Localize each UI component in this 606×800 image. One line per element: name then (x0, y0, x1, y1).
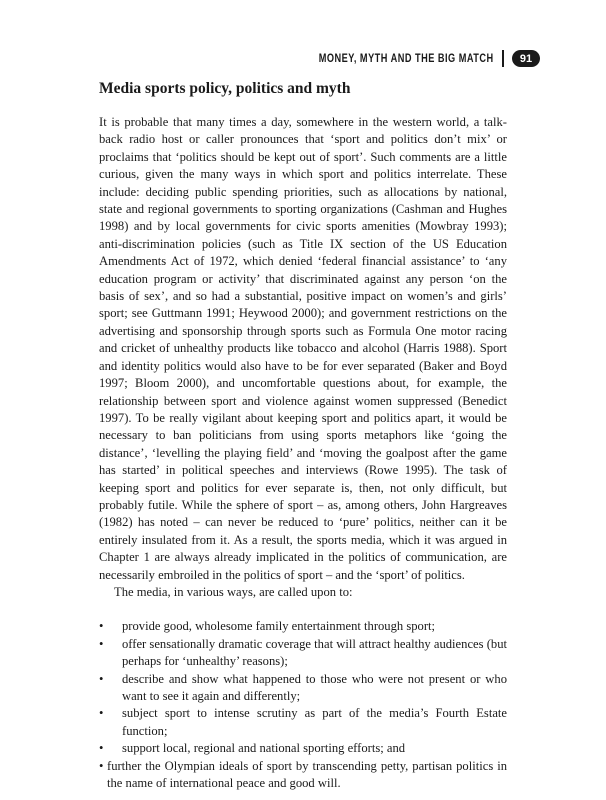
bullet-icon: • (99, 758, 104, 773)
list-item (99, 618, 507, 635)
bullet-list (99, 618, 507, 792)
list-item-text: provide good, wholesome family entertainment through sport; (122, 619, 436, 634)
bullet-icon: • (99, 671, 104, 686)
section-heading: Media sports policy, politics and myth (99, 80, 351, 97)
list-item (99, 705, 507, 740)
list-item-text: subject sport to intense scrutiny as part of the media’s Fourth Estate function; (122, 706, 507, 738)
running-title: MONEY, MYTH AND THE BIG MATCH (319, 52, 494, 65)
list-item-text: offer sensationally dramatic coverage that will attract healthy audiences (but perhaps for ‘unhealthy’ reasons); (122, 636, 507, 669)
paragraph-1: It is probable that many times a day, somewhere in the western world, a talk-back radio host or caller pronounces that ‘sport and politics don’t mix’ or proclaims that ‘politics should be kept out of sport’. Such comments are a little curious, given the many ways in which sport and politics interrelate. These include: deciding public spending priorities, such as allocations by national, state and regional governments to sporting organizations (Cashman and Hughes 1998) and by local governments for civic sports amenities (Mowbray 1993); anti-discrimination policies (such as Title IX section of the US Education Amendments Act of 1972, which denied ‘federal financial assistance’ to ‘any education program or activity’ that discriminated against any person ‘on the basis of sex’, and so had a substantial, positive impact on women’s and girls’ sport; see Guttmann 1991; Heywood 2000); and government restrictions on the advertising and sponsorship through sports such as Formula One motor racing and cricket of unhealthy products like tobacco and alcohol (Harris 1988). Sport and identity politics would also have to be for ever separated (Baker and Boyd 1997; Bloom 2000), and uncomfortable questions about, for example, the relationship between sport and violence against women suppressed (Benedict 1997). To be really vigilant about keeping sport and politics apart, it would be necessary to ban politicians from using sports metaphors like ‘going the distance’, ‘levelling the playing field’ and ‘moving the goalpost after the game has started’ in political speeches and interviews (Rowe 1995). The task of keeping sport and politics for ever separate is, then, not only difficult, but probably futile. While the sphere of sport – as, among others, John Hargreaves (1982) has noted – can never be reduced to ‘pure’ politics, neither can it be entirely insulated from it. As a result, the sports media, which it was argued in Chapter 1 are always already implicated in the politics of communication, are necessarily embroiled in the politics of sport – and the ‘sport’ of politics. (99, 115, 507, 582)
list-item (99, 758, 507, 793)
list-intro: The media, in various ways, are called upon to: (114, 584, 353, 599)
bullet-icon: • (99, 636, 104, 651)
body-text (99, 114, 507, 792)
list-item (99, 671, 507, 706)
bullet-icon: • (99, 706, 104, 721)
running-head (275, 50, 540, 67)
list-item-text: support local, regional and national sporting efforts; and (122, 741, 406, 756)
list-item-text: further the Olympian ideals of sport by transcending petty, partisan politics in the name of international peace and good will. (107, 758, 507, 791)
list-item (99, 636, 507, 671)
page-number-badge: 91 (512, 50, 540, 67)
bullet-icon: • (99, 741, 104, 756)
bullet-icon: • (99, 619, 104, 634)
header-divider (502, 50, 504, 67)
list-item-text: describe and show what happened to those who were not present or who want to see it again and differently; (122, 671, 507, 703)
list-item (99, 740, 507, 757)
